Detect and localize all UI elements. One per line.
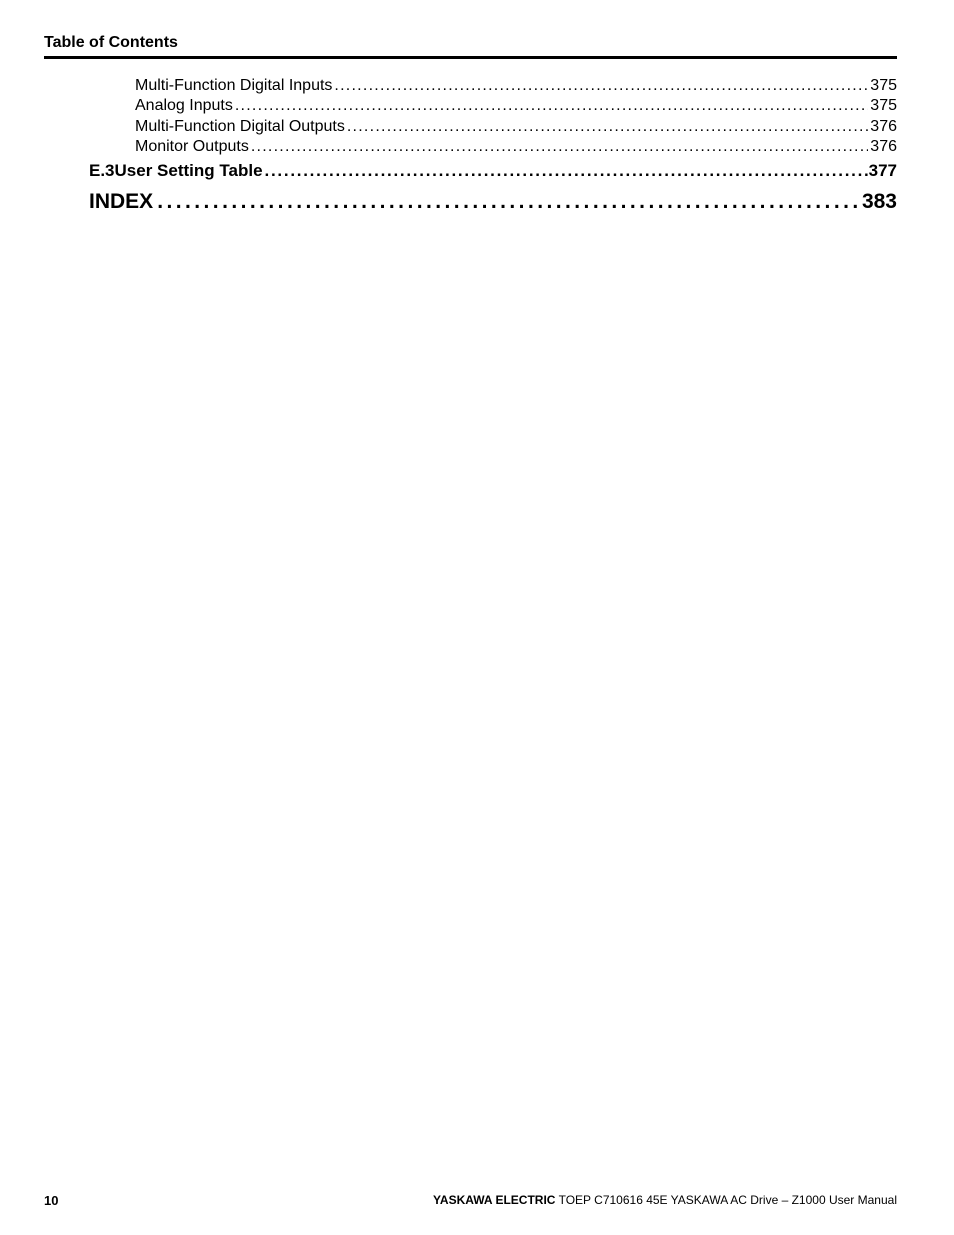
- dot-leader: [157, 190, 858, 214]
- toc-entry-page: 376: [870, 138, 897, 155]
- dot-leader: [235, 97, 868, 115]
- toc-section-e3[interactable]: [89, 161, 897, 183]
- toc-entry-multi-function-digital-inputs[interactable]: [135, 77, 897, 97]
- toc-entry-multi-function-digital-outputs[interactable]: [135, 118, 897, 138]
- dot-leader: [347, 118, 868, 136]
- toc-entry-page: 375: [870, 97, 897, 114]
- toc-section-page: 377: [868, 161, 897, 180]
- toc-entry-title: Monitor Outputs: [135, 138, 249, 155]
- footer-brand: YASKAWA ELECTRIC: [433, 1193, 556, 1207]
- toc-entry-title: Analog Inputs: [135, 97, 233, 114]
- footer-document-info: [433, 1193, 897, 1207]
- footer-page-number: 10: [44, 1193, 59, 1208]
- toc-section-number: E.3: [89, 161, 115, 180]
- toc-index-entry[interactable]: [89, 190, 897, 216]
- toc-entry-title: Multi-Function Digital Inputs: [135, 77, 333, 94]
- page-header: [44, 34, 897, 59]
- toc-index-page: 383: [861, 190, 897, 213]
- dot-leader: [334, 77, 868, 95]
- footer-document-title: TOEP C710616 45E YASKAWA AC Drive – Z1000 User Manual: [558, 1193, 897, 1207]
- dot-leader: [251, 138, 868, 156]
- page-header-title: Table of Contents: [44, 34, 178, 51]
- toc-entry-monitor-outputs[interactable]: [135, 138, 897, 158]
- toc-entry-analog-inputs[interactable]: [135, 97, 897, 117]
- toc-section-title: User Setting Table: [114, 161, 263, 180]
- dot-leader: [265, 161, 869, 181]
- toc-entry-page: 376: [870, 118, 897, 135]
- toc-index-title: INDEX: [89, 190, 154, 213]
- page-footer: [44, 1193, 897, 1211]
- toc-entry-title: Multi-Function Digital Outputs: [135, 118, 345, 135]
- toc-entry-page: 375: [870, 77, 897, 94]
